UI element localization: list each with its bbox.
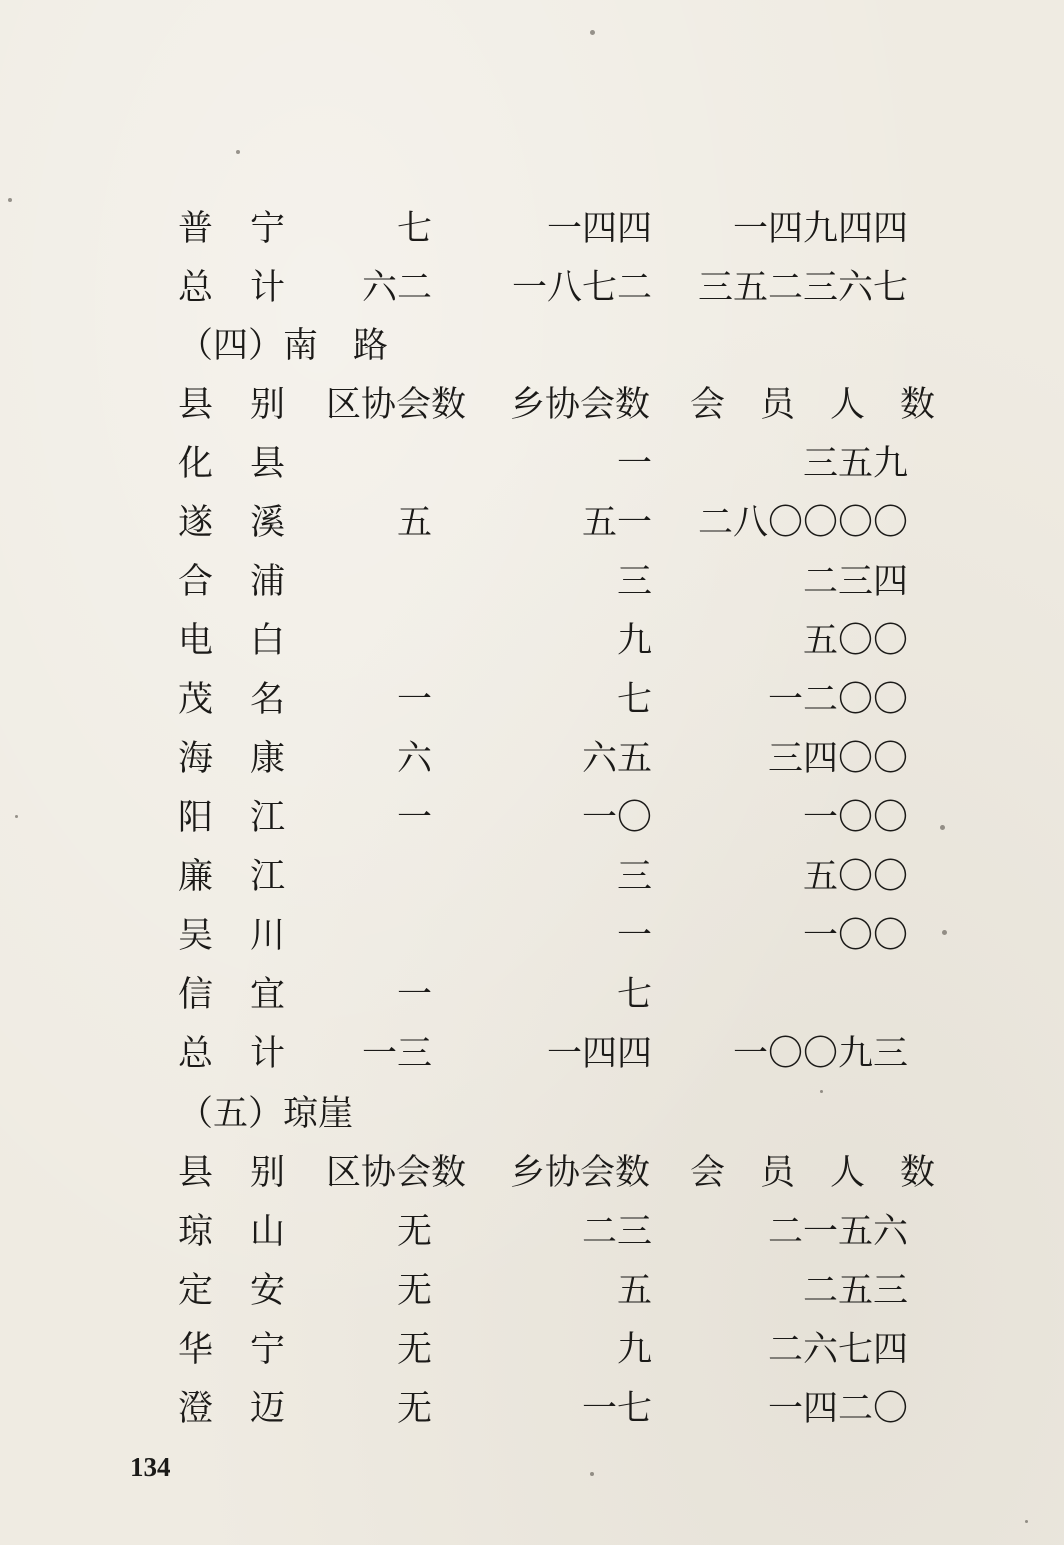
township-association-count: 五一 [581,503,652,543]
header-township-count: 乡协会数 [510,1153,651,1193]
table-header [0,382,1064,428]
county-name-char: 名 [250,680,286,720]
paper-speck [236,150,240,154]
member-count: 二八〇〇〇〇 [697,503,908,543]
table-row [0,972,1064,1018]
region-association-count: 一 [396,975,432,1015]
township-association-count: 五 [616,1271,652,1311]
county-name-char: 计 [250,268,286,308]
page-number: 134 [130,1452,171,1482]
township-association-count: 二三 [581,1212,652,1252]
township-association-count: 九 [616,1330,652,1370]
county-name-char: 江 [250,857,286,897]
township-association-count: 一四四 [546,1034,652,1074]
member-count: 一四九四四 [732,209,908,249]
member-count: 五〇〇 [802,621,908,661]
county-name-char: 信 [178,975,214,1015]
county-name-char: 琼 [178,1212,214,1252]
county-name-char: 县 [250,444,286,484]
member-count: 一四二〇 [767,1389,908,1429]
table-row [0,1268,1064,1314]
header-township-count: 乡协会数 [510,385,651,425]
region-association-count: 一三 [361,1034,432,1074]
paper-speck [8,198,12,202]
total-row [0,265,1064,311]
header-member-count: 会 员 人 数 [690,385,936,425]
header-county-char: 县 [178,385,214,425]
table-row [0,677,1064,723]
county-name-char: 海 [178,739,214,779]
member-count: 一〇〇九三 [732,1034,908,1074]
county-name-char: 华 [178,1330,214,1370]
county-name-char: 宁 [250,209,286,249]
table-row [0,500,1064,546]
section-title: （五）琼崖 [178,1094,354,1134]
township-association-count: 七 [616,975,652,1015]
table-row [0,795,1064,841]
header-county-char: 县 [178,1153,214,1193]
member-count: 三五九 [802,444,908,484]
table-row [0,913,1064,959]
township-association-count: 六五 [581,739,652,779]
table-row [0,1327,1064,1373]
table-header [0,1150,1064,1196]
member-count: 二五三 [802,1271,908,1311]
member-count: 一〇〇 [802,798,908,838]
county-name-char: 总 [178,268,214,308]
table-row [0,618,1064,664]
header-county-char: 别 [250,1153,286,1193]
member-count: 三四〇〇 [767,739,908,779]
member-count: 二三四 [802,562,908,602]
region-association-count: 六 [396,739,432,779]
county-name-char: 阳 [178,798,214,838]
table-row [0,441,1064,487]
township-association-count: 三 [616,857,652,897]
township-association-count: 一八七二 [511,268,652,308]
county-name-char: 康 [250,739,286,779]
county-name-char: 迈 [250,1389,286,1429]
county-name-char: 合 [178,562,214,602]
township-association-count: 一 [616,916,652,956]
county-name-char: 浦 [250,562,286,602]
county-name-char: 溪 [250,503,286,543]
paper-speck [590,1472,594,1476]
paper-speck [590,30,595,35]
region-association-count: 一 [396,798,432,838]
county-name-char: 总 [178,1034,214,1074]
county-name-char: 吴 [178,916,214,956]
header-member-count: 会 员 人 数 [690,1153,936,1193]
township-association-count: 三 [616,562,652,602]
member-count: 五〇〇 [802,857,908,897]
paper-speck [1025,1520,1028,1523]
member-count: 一〇〇 [802,916,908,956]
region-association-count: 无 [396,1212,432,1252]
section-title: （四）南 路 [178,326,389,366]
county-name-char: 澄 [178,1389,214,1429]
paper-speck [820,1090,823,1093]
region-association-count: 一 [396,680,432,720]
table-row [0,1209,1064,1255]
header-region-count: 区协会数 [326,385,467,425]
region-association-count: 七 [396,209,432,249]
member-count: 二一五六 [767,1212,908,1252]
county-name-char: 安 [250,1271,286,1311]
table-row [0,854,1064,900]
member-count: 三五二三六七 [697,268,908,308]
township-association-count: 九 [616,621,652,661]
member-count: 一二〇〇 [767,680,908,720]
township-association-count: 一〇 [581,798,652,838]
county-name-char: 江 [250,798,286,838]
county-name-char: 计 [250,1034,286,1074]
region-association-count: 无 [396,1271,432,1311]
county-name-char: 山 [250,1212,286,1252]
total-row [0,1031,1064,1077]
header-county-char: 别 [250,385,286,425]
region-association-count: 五 [396,503,432,543]
township-association-count: 一 [616,444,652,484]
township-association-count: 七 [616,680,652,720]
table-row [0,206,1064,252]
county-name-char: 廉 [178,857,214,897]
county-name-char: 茂 [178,680,214,720]
region-association-count: 无 [396,1330,432,1370]
county-name-char: 化 [178,444,214,484]
table-row [0,559,1064,605]
county-name-char: 川 [250,916,286,956]
county-name-char: 宁 [250,1330,286,1370]
township-association-count: 一七 [581,1389,652,1429]
township-association-count: 一四四 [546,209,652,249]
county-name-char: 电 [178,621,214,661]
region-association-count: 六二 [361,268,432,308]
county-name-char: 定 [178,1271,214,1311]
header-region-count: 区协会数 [326,1153,467,1193]
table-row [0,1386,1064,1432]
county-name-char: 白 [250,621,286,661]
county-name-char: 普 [178,209,214,249]
county-name-char: 遂 [178,503,214,543]
county-name-char: 宜 [250,975,286,1015]
region-association-count: 无 [396,1389,432,1429]
member-count: 二六七四 [767,1330,908,1370]
table-row [0,736,1064,782]
